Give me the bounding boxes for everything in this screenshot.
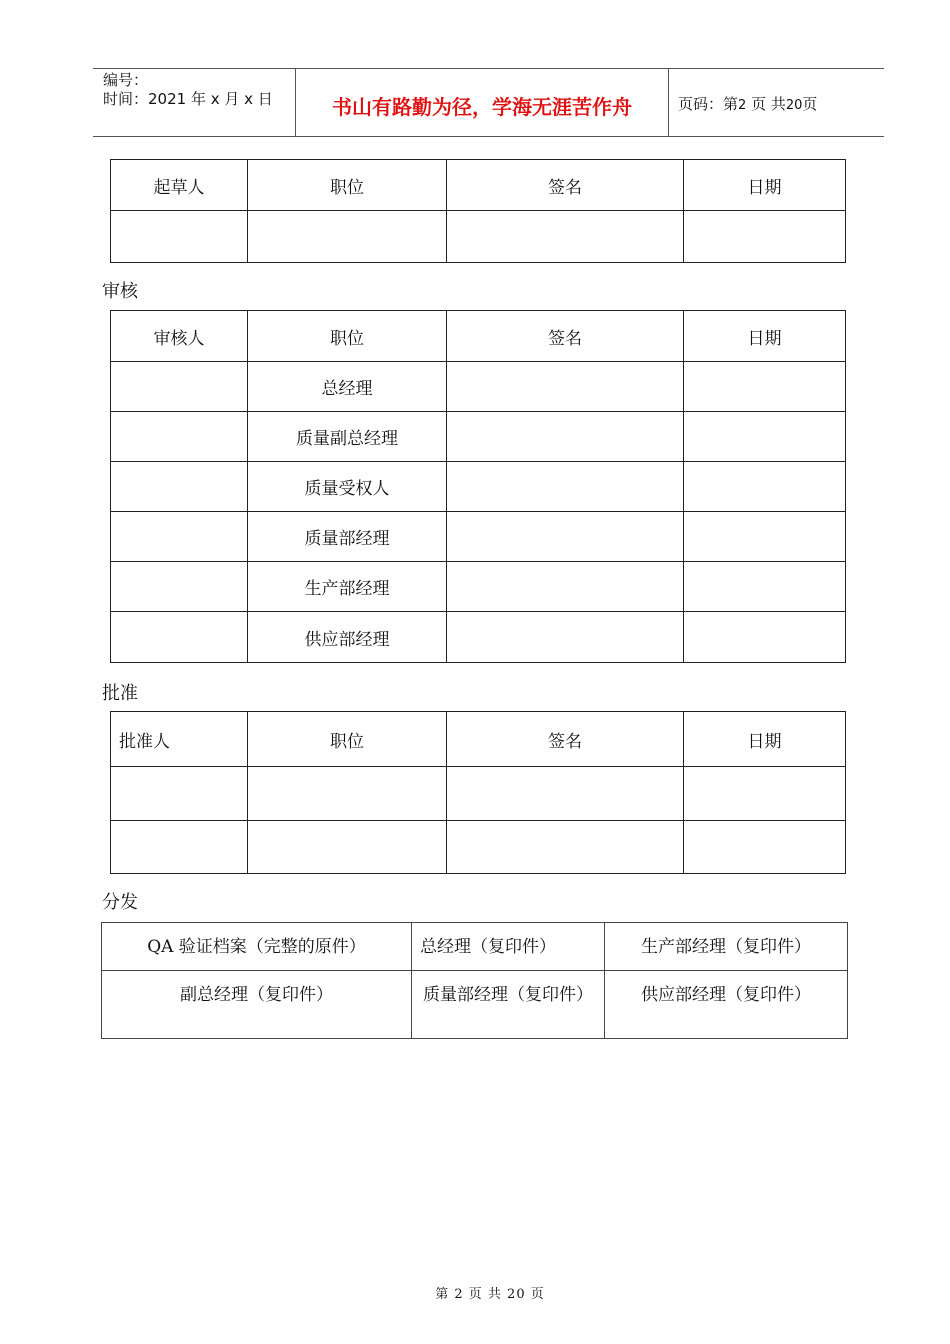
- review-signature-cell[interactable]: [447, 362, 684, 412]
- review-table: [110, 310, 846, 663]
- approve-position-cell[interactable]: [248, 767, 447, 821]
- review-signature-cell[interactable]: [447, 612, 684, 663]
- dist-vice-general-manager: 副总经理（复印件）: [102, 971, 412, 1039]
- approve-position-cell[interactable]: [248, 821, 447, 874]
- header-divider-right: [668, 69, 669, 136]
- review-reviewer-cell[interactable]: [111, 362, 248, 412]
- review-reviewer-cell[interactable]: [111, 562, 248, 612]
- approve-header-date: 日期: [684, 712, 846, 767]
- header-meta: [103, 71, 273, 109]
- draft-drafter-cell[interactable]: [111, 211, 248, 263]
- distribution-table: [101, 922, 848, 1039]
- review-position-general-manager: 总经理: [248, 362, 447, 412]
- review-date-cell[interactable]: [684, 462, 846, 512]
- number-label: 编号：: [103, 71, 149, 89]
- approve-approver-cell[interactable]: [111, 767, 248, 821]
- approve-table: [110, 711, 846, 874]
- review-signature-cell[interactable]: [447, 512, 684, 562]
- review-position-quality-manager: 质量部经理: [248, 512, 447, 562]
- dist-general-manager: 总经理（复印件）: [412, 923, 605, 971]
- draft-signature-cell[interactable]: [447, 211, 684, 263]
- review-position-production-manager: 生产部经理: [248, 562, 447, 612]
- draft-position-cell[interactable]: [248, 211, 447, 263]
- review-reviewer-cell[interactable]: [111, 462, 248, 512]
- dist-quality-manager: 质量部经理（复印件）: [412, 971, 605, 1039]
- draft-header-position: 职位: [248, 160, 447, 211]
- header-top-rule: [93, 68, 884, 69]
- approve-header-position: 职位: [248, 712, 447, 767]
- page-total: 20: [785, 98, 803, 113]
- approve-date-cell[interactable]: [684, 767, 846, 821]
- review-signature-cell[interactable]: [447, 462, 684, 512]
- draft-header-signature: 签名: [447, 160, 684, 211]
- review-section-label: 审核: [102, 281, 138, 302]
- header-motto: 书山有路勤为径，学海无涯苦作舟: [332, 95, 632, 119]
- draft-header-date: 日期: [684, 160, 846, 211]
- approve-date-cell[interactable]: [684, 821, 846, 874]
- review-reviewer-cell[interactable]: [111, 412, 248, 462]
- header-page-info: [678, 93, 817, 114]
- review-signature-cell[interactable]: [447, 562, 684, 612]
- approve-signature-cell[interactable]: [447, 767, 684, 821]
- page-number: 2: [738, 98, 747, 113]
- page-suffix: 页: [802, 95, 818, 113]
- review-position-quality-vp: 质量副总经理: [248, 412, 447, 462]
- review-date-cell[interactable]: [684, 562, 846, 612]
- review-header-date: 日期: [684, 311, 846, 362]
- review-header-position: 职位: [248, 311, 447, 362]
- review-date-cell[interactable]: [684, 512, 846, 562]
- draft-table: [110, 159, 846, 263]
- page-mid: 页 共: [751, 95, 786, 113]
- review-date-cell[interactable]: [684, 362, 846, 412]
- header-bottom-rule: [93, 136, 884, 137]
- review-header-reviewer: 审核人: [111, 311, 248, 362]
- dist-supply-manager: 供应部经理（复印件）: [605, 971, 848, 1039]
- distribute-section-label: 分发: [102, 892, 138, 913]
- review-signature-cell[interactable]: [447, 412, 684, 462]
- time-label: 时间：2021 年 x 月 x 日: [103, 90, 273, 108]
- review-date-cell[interactable]: [684, 412, 846, 462]
- review-reviewer-cell[interactable]: [111, 512, 248, 562]
- approve-approver-cell[interactable]: [111, 821, 248, 874]
- approve-section-label: 批准: [102, 683, 138, 704]
- review-header-signature: 签名: [447, 311, 684, 362]
- draft-header-drafter: 起草人: [111, 160, 248, 211]
- review-position-supply-manager: 供应部经理: [248, 612, 447, 663]
- review-reviewer-cell[interactable]: [111, 612, 248, 663]
- dist-qa-archive: QA 验证档案（完整的原件）: [102, 923, 412, 971]
- approve-header-signature: 签名: [447, 712, 684, 767]
- dist-production-manager: 生产部经理（复印件）: [605, 923, 848, 971]
- page-footer: 第 2 页 共 20 页: [435, 1287, 545, 1302]
- draft-date-cell[interactable]: [684, 211, 846, 263]
- approve-header-approver: 批准人: [111, 712, 248, 767]
- review-position-qualified-person: 质量受权人: [248, 462, 447, 512]
- page-prefix: 页码：第: [678, 95, 739, 113]
- review-date-cell[interactable]: [684, 612, 846, 663]
- approve-signature-cell[interactable]: [447, 821, 684, 874]
